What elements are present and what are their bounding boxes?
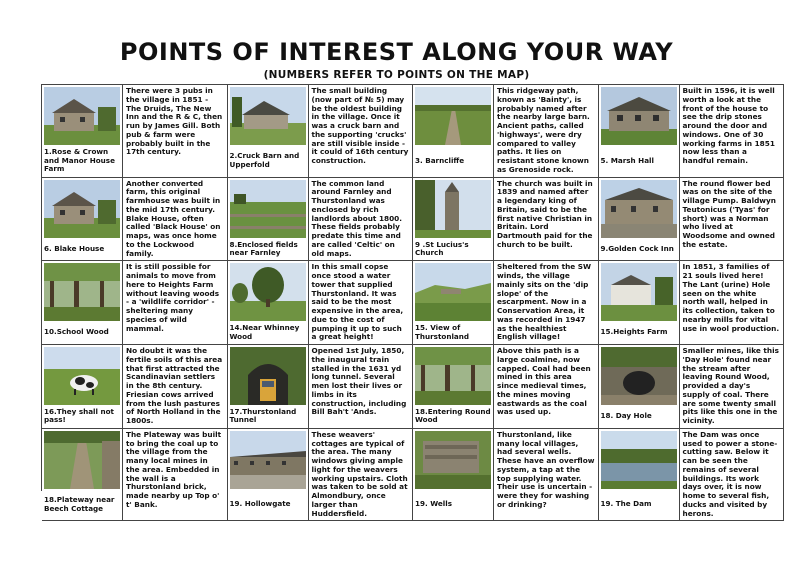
poi-description: In 1851, 3 families of 21 souls lived here! The Lant (urine) Hole seen on the white north wall, helped in its collection, taken to nearby mills for vital use in wool production. bbox=[682, 262, 780, 333]
poi-caption: 16.They shall not pass! bbox=[44, 407, 114, 425]
poi-caption: 2.Cruck Barn and Upperfold bbox=[229, 151, 300, 169]
poi-description: This ridgeway path, known as 'Bainty', is probably named after the nearby large barn. Ancient paths, called 'highways', were dry compared to valley paths. It lies on resistant stone known as Grenoside rock. bbox=[497, 86, 590, 174]
poi-photo bbox=[601, 87, 677, 145]
poi-caption: 18.Entering Round Wood bbox=[415, 407, 491, 425]
poi-photo bbox=[230, 87, 306, 145]
poi-photo bbox=[415, 263, 491, 321]
poi-card bbox=[228, 261, 414, 345]
poi-description: Opened 1st July, 1850, the inaugural train stalled in the 1631 yd long tunnel. Several men lost their lives or limbs in its construction, including Bill Bah't 'Ands. bbox=[311, 346, 407, 417]
poi-image-panel bbox=[42, 429, 123, 521]
poi-image-panel bbox=[413, 345, 494, 428]
poi-caption: 6. Blake House bbox=[44, 243, 105, 253]
poi-image-panel bbox=[42, 178, 123, 261]
poi-card bbox=[228, 345, 414, 429]
poi-image-panel bbox=[42, 261, 123, 344]
poi-card bbox=[599, 178, 785, 262]
poi-image-panel bbox=[413, 178, 494, 261]
poi-description: In this small copse once stood a water tower that supplied Thurstonland. It was said to be the most expensive in the area, due to the cost of pumping it up to such a great height! bbox=[311, 262, 404, 342]
poi-description: Smaller mines, like this 'Day Hole' found near the stream after leaving Round Wood, provided a day's supply of coal. There are some twenty small pits like this one in the vicinity. bbox=[682, 346, 779, 425]
poi-caption: 17.Thurstonland Tunnel bbox=[229, 407, 297, 425]
poi-caption: 14.Near Whinney Wood bbox=[229, 323, 300, 341]
poi-description: Another converted farm, this original farmhouse was built in the mid 17th century. Blake House, often called 'Black House' on maps, was once home to the Lockwood family. bbox=[126, 178, 221, 258]
poi-image-panel bbox=[599, 345, 680, 428]
poi-card bbox=[42, 429, 228, 522]
poi-image-panel bbox=[599, 429, 680, 521]
page-subtitle: (NUMBERS REFER TO POINTS ON THE MAP) bbox=[263, 69, 530, 81]
poi-caption: 1.Rose & Crown and Manor House Farm bbox=[44, 147, 115, 173]
poi-photo bbox=[230, 263, 306, 321]
poi-image-panel bbox=[599, 178, 680, 261]
poi-card bbox=[599, 345, 785, 429]
poi-description: Sheltered from the SW winds, the village mainly sits on the 'dip slope' of the escarpment. Now in a Conservation Area, it was recorded in 1947 as the healthiest English village! bbox=[497, 262, 592, 342]
poi-image-panel bbox=[228, 345, 309, 428]
poi-card bbox=[599, 429, 785, 522]
poi-image-panel bbox=[228, 178, 309, 261]
page-title: POINTS OF INTEREST ALONG YOUR WAY bbox=[119, 38, 674, 66]
poi-photo bbox=[44, 180, 120, 238]
poi-photo bbox=[230, 180, 306, 238]
poi-description: Above this path is a large coalmine, now capped. Coal had been mined in this area since medieval times, the mines moving eastwards as the coal was used up. bbox=[497, 346, 591, 417]
poi-image-panel bbox=[228, 429, 309, 521]
poi-image-panel bbox=[599, 85, 680, 177]
poi-photo bbox=[601, 347, 677, 405]
poi-photo bbox=[415, 347, 491, 405]
poi-card bbox=[413, 429, 599, 522]
poi-card bbox=[599, 261, 785, 345]
poi-photo bbox=[601, 180, 677, 238]
poi-card bbox=[228, 178, 414, 262]
poi-photo bbox=[415, 180, 491, 238]
points-grid bbox=[41, 84, 784, 518]
poi-description: No doubt it was the fertile soils of this area that first attracted the Scandinavian settlers in the 8th century. Friesian cows arrived from the lush pastures of North Holland in the 1800s. bbox=[126, 346, 223, 425]
poi-description: The Plateway was built to bring the coal up to the village from the many local mines in the area. Embedded in the wall is a Thurstonland brick, made nearby up Top o' t' Bank. bbox=[126, 429, 222, 509]
poi-caption: 3. Barncliffe bbox=[415, 155, 465, 165]
poi-image-panel bbox=[228, 85, 309, 177]
poi-caption: 15.Heights Farm bbox=[600, 327, 668, 337]
poi-card bbox=[413, 85, 599, 178]
poi-image-panel bbox=[413, 429, 494, 521]
poi-photo bbox=[230, 431, 306, 489]
poi-description: The round flower bed was on the site of the village Pump. Baldwyn Teutonicus ('Tyas' for short) was a Norman who lived at Woodsome and owned the estate. bbox=[682, 178, 776, 249]
poi-description: These weavers' cottages are typical of the area. The many windows giving ample light for the weavers working upstairs. Cloth was taken to be sold at Almondbury, once larger than Huddersfield. bbox=[311, 429, 408, 518]
poi-card bbox=[228, 85, 414, 178]
poi-photo bbox=[44, 263, 120, 321]
poi-image-panel bbox=[228, 261, 309, 344]
poi-image-panel bbox=[413, 85, 494, 177]
poi-caption: 19. Wells bbox=[415, 499, 452, 509]
poi-caption: 9.Golden Cock Inn bbox=[600, 243, 674, 253]
poi-description: It is still possible for animals to move from here to Heights Farm without leaving woods - a 'wildlife corridor' - sheltering many species of wild mammal. bbox=[126, 262, 220, 333]
poi-caption: 9 .St Lucius's Church bbox=[415, 239, 469, 257]
poi-caption: 10.School Wood bbox=[44, 327, 109, 337]
poi-caption: 19. Hollowgate bbox=[229, 499, 291, 509]
poi-description: The Dam was once used to power a stone-cutting saw. Below it can be seen the remains of several buildings. Its work days over, it is now home to several fish, ducks and visited by herons. bbox=[682, 429, 778, 518]
poi-card bbox=[413, 178, 599, 262]
poi-photo bbox=[230, 347, 306, 405]
poi-caption: 15. View of Thurstonland bbox=[415, 323, 470, 341]
poi-photo bbox=[44, 87, 120, 145]
poi-description: Thurstonland, like many local villages, had several wells. These have an overflow system, a tap at the top supplying water. Their use is uncertain - were they for washing or drinking? bbox=[497, 429, 595, 509]
poi-caption: 5. Marsh Hall bbox=[600, 155, 654, 165]
poi-description: Built in 1596, it is well worth a look at the front of the house to see the drip stones around the door and windows. One of 30 working farms in 1851 now less than a handful remain. bbox=[682, 86, 775, 165]
poi-caption: 19. The Dam bbox=[600, 499, 652, 509]
poi-description: The common land around Farnley and Thurstonland was enclosed by rich landlords about 1800. These fields probably predate this time and are called 'Celtic' on old maps. bbox=[311, 178, 403, 258]
poi-photo bbox=[601, 431, 677, 489]
poi-caption: 8.Enclosed fields near Farnley bbox=[229, 239, 298, 257]
poi-description: There were 3 pubs in the village in 1851 - The Druids, The New Inn and the R & C, then run by James Gill. Both pub & farm were probably built in the 17th century. bbox=[126, 86, 223, 157]
poi-photo bbox=[44, 347, 120, 405]
poi-card bbox=[413, 261, 599, 345]
poi-card bbox=[599, 85, 785, 178]
poi-card bbox=[42, 261, 228, 345]
poi-photo bbox=[601, 263, 677, 321]
poi-card bbox=[42, 85, 228, 178]
poi-image-panel bbox=[42, 345, 123, 428]
poi-caption: 18.Plateway near Beech Cottage bbox=[44, 495, 115, 513]
poi-card bbox=[42, 178, 228, 262]
poi-photo bbox=[415, 87, 491, 145]
poi-image-panel bbox=[413, 261, 494, 344]
poi-description: The church was built in 1839 and named after a legendary king of Britain, said to be the first native Christian in Britain. Lord Dartmouth paid for the church to be built. bbox=[497, 178, 593, 249]
poi-description: The small building (now part of № 5) may be the oldest building in the village. Once it was a cruck barn and the supporting 'crucks' are still visible inside - it could of 16th century construction. bbox=[311, 86, 409, 165]
poi-image-panel bbox=[42, 85, 123, 177]
poi-caption: 18. Day Hole bbox=[600, 411, 652, 421]
poi-photo bbox=[415, 431, 491, 489]
poi-image-panel bbox=[599, 261, 680, 344]
poi-card bbox=[42, 345, 228, 429]
poi-card bbox=[228, 429, 414, 522]
poi-photo bbox=[44, 431, 120, 489]
poi-card bbox=[413, 345, 599, 429]
